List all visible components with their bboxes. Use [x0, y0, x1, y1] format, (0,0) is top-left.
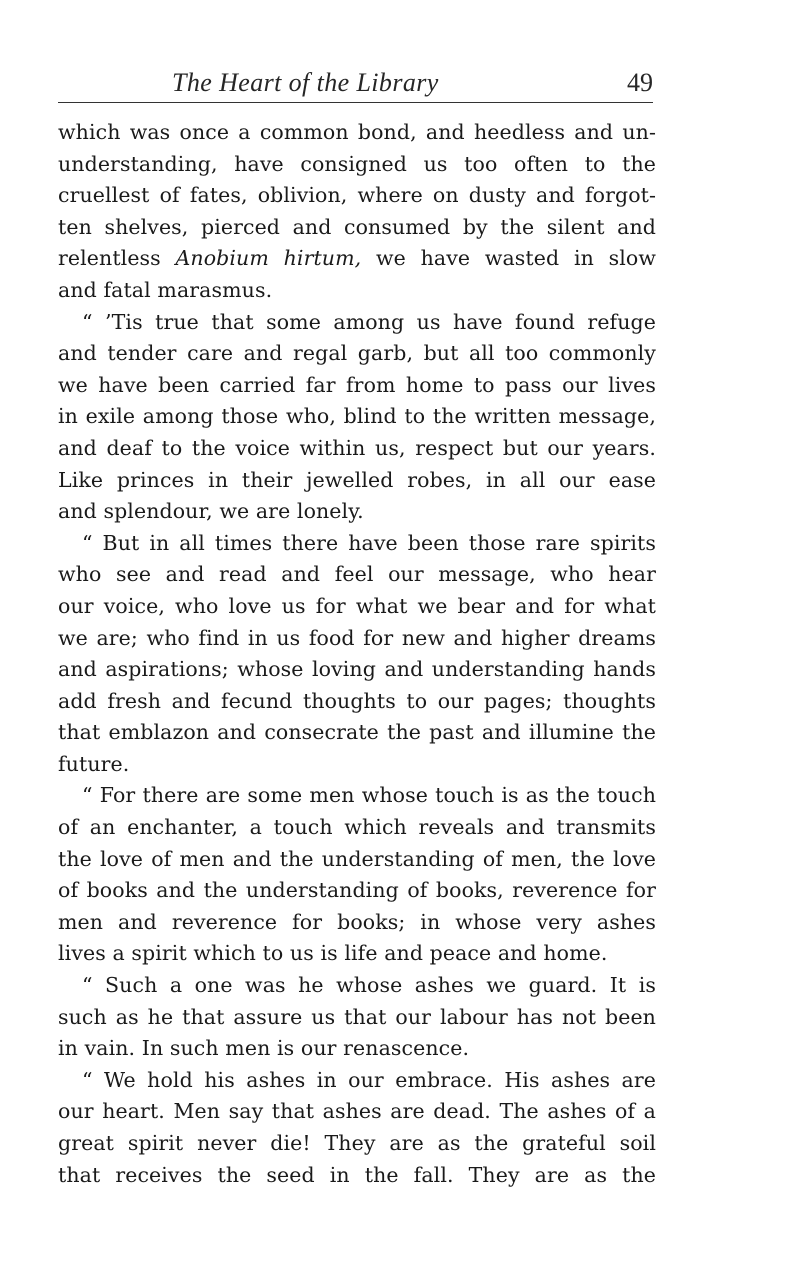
text-line: and fatal marasmus.	[58, 277, 273, 302]
text-line: we have been carried far from home to pass our lives	[58, 372, 656, 397]
running-head	[58, 66, 655, 102]
text-line: and tender care and regal garb, but all too commonly	[58, 341, 656, 366]
text-line: “ For there are some men whose touch is as the touch	[82, 783, 656, 808]
header-rule	[58, 102, 653, 103]
text-line: lives a spirit which to us is life and peace and home.	[58, 941, 608, 966]
text-line: “ Such a one was he whose ashes we guard. It is	[82, 973, 656, 998]
text-line: our voice, who love us for what we bear and for what	[58, 593, 656, 618]
page-number: 49	[627, 68, 653, 97]
text-line: “ But in all times there have been those rare spirits	[82, 530, 656, 555]
body-text	[58, 117, 656, 1191]
text-line: and splendour, we are lonely.	[58, 499, 364, 524]
text-line: “ ’Tis true that some among us have found refuge	[82, 309, 656, 334]
text-segment: relentless	[58, 246, 176, 271]
text-line: in vain. In such men is our renascence.	[58, 1036, 470, 1061]
text-line	[58, 243, 656, 275]
text-line: “ We hold his ashes in our embrace. His ashes are	[82, 1067, 656, 1092]
running-head-title: The Heart of the Library	[172, 68, 439, 97]
text-line: great spirit never die! They are as the grateful soil	[58, 1131, 656, 1155]
text-line: that emblazon and consecrate the past and illumine the	[58, 720, 656, 745]
text-line: our heart. Men say that ashes are dead. The ashes of a	[58, 1099, 656, 1124]
text-line: men and reverence for books; in whose very ashes	[58, 909, 656, 934]
text-line: and aspirations; whose loving and understanding hands	[58, 657, 656, 682]
text-line: Like princes in their jewelled robes, in all our ease	[58, 467, 656, 492]
text-line: cruellest of fates, oblivion, where on dusty and forgot-	[58, 183, 656, 208]
text-line: understanding, have consigned us too often to the	[58, 151, 656, 176]
text-line: of an enchanter, a touch which reveals and transmits	[58, 815, 656, 840]
text-line: such as he that assure us that our labour has not been	[58, 1004, 656, 1029]
text-line: future.	[58, 751, 130, 776]
text-line: in exile among those who, blind to the written message,	[58, 404, 656, 429]
text-segment: we have wasted in slow	[361, 246, 656, 271]
text-line: of books and the understanding of books, reverence for	[58, 878, 656, 903]
text-line: and deaf to the voice within us, respect but our years.	[58, 435, 656, 460]
text-line: which was once a common bond, and heedless and un-	[58, 120, 656, 144]
text-line: ten shelves, pierced and consumed by the silent and	[58, 214, 656, 239]
text-line: the love of men and the understanding of men, the love	[58, 846, 656, 871]
text-line: we are; who find in us food for new and higher dreams	[58, 625, 656, 650]
text-line: that receives the seed in the fall. They are as the	[58, 1162, 656, 1187]
italic-text: Anobium hirtum,	[175, 246, 362, 271]
text-line: add fresh and fecund thoughts to our pages; thoughts	[58, 688, 656, 713]
text-line: who see and read and feel our message, who hear	[58, 562, 656, 587]
